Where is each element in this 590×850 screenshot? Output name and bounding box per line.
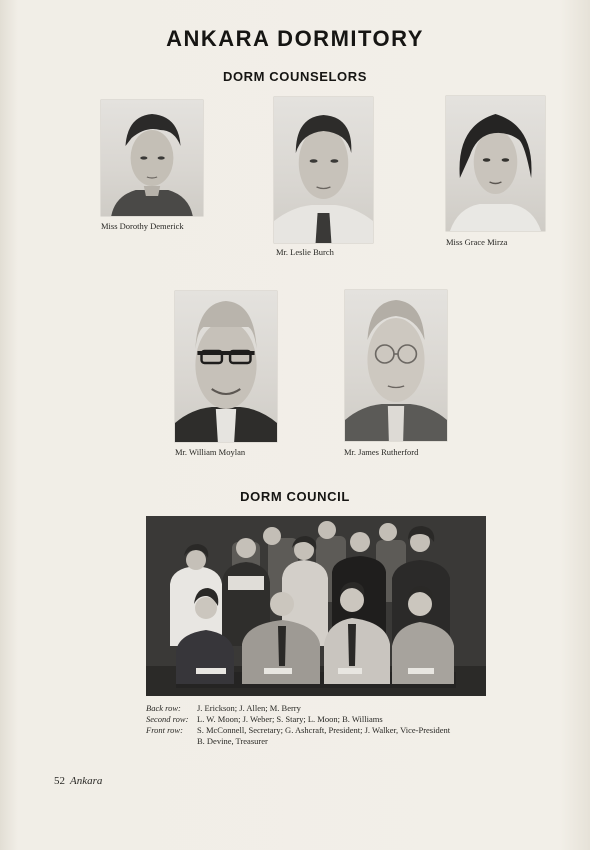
roster-row-front bbox=[146, 725, 516, 736]
caption-james-rutherford: Mr. James Rutherford bbox=[344, 447, 419, 457]
caption-leslie-burch: Mr. Leslie Burch bbox=[276, 247, 334, 257]
roster-label: Back row: bbox=[146, 703, 181, 713]
roster-label: Second row: bbox=[146, 714, 189, 724]
portrait-james-rutherford bbox=[345, 290, 447, 441]
counselors-heading: DORM COUNSELORS bbox=[222, 69, 368, 84]
portrait-leslie-burch bbox=[274, 97, 373, 243]
roster-label bbox=[146, 736, 197, 747]
council-roster bbox=[146, 703, 516, 747]
book-name: Ankara bbox=[70, 775, 103, 787]
roster-names: L. W. Moon; J. Weber; S. Stary; L. Moon; B. Williams bbox=[197, 714, 383, 724]
portrait-william-moylan bbox=[175, 291, 277, 442]
portrait-grace-mirza bbox=[446, 96, 545, 231]
council-heading: DORM COUNCIL bbox=[240, 489, 350, 504]
roster-label: Front row: bbox=[146, 725, 183, 735]
portrait-dorothy-demerick bbox=[101, 100, 203, 216]
caption-william-moylan: Mr. William Moylan bbox=[175, 447, 246, 457]
roster-names: S. McConnell, Secretary; G. Ashcraft, President; J. Walker, Vice-President bbox=[197, 725, 451, 735]
roster-names: B. Devine, Treasurer bbox=[197, 736, 268, 746]
page-footer bbox=[54, 775, 102, 787]
page-title: ANKARA DORMITORY bbox=[166, 26, 424, 51]
caption-grace-mirza: Miss Grace Mirza bbox=[446, 237, 508, 247]
roster-row-front-continued bbox=[146, 736, 516, 747]
dorm-council-group-photo bbox=[146, 516, 486, 696]
caption-dorothy-demerick: Miss Dorothy Demerick bbox=[101, 221, 184, 231]
page-number: 52 bbox=[54, 775, 65, 787]
roster-names: J. Erickson; J. Allen; M. Berry bbox=[197, 703, 301, 713]
roster-row-back bbox=[146, 703, 516, 714]
roster-row-second bbox=[146, 714, 516, 725]
